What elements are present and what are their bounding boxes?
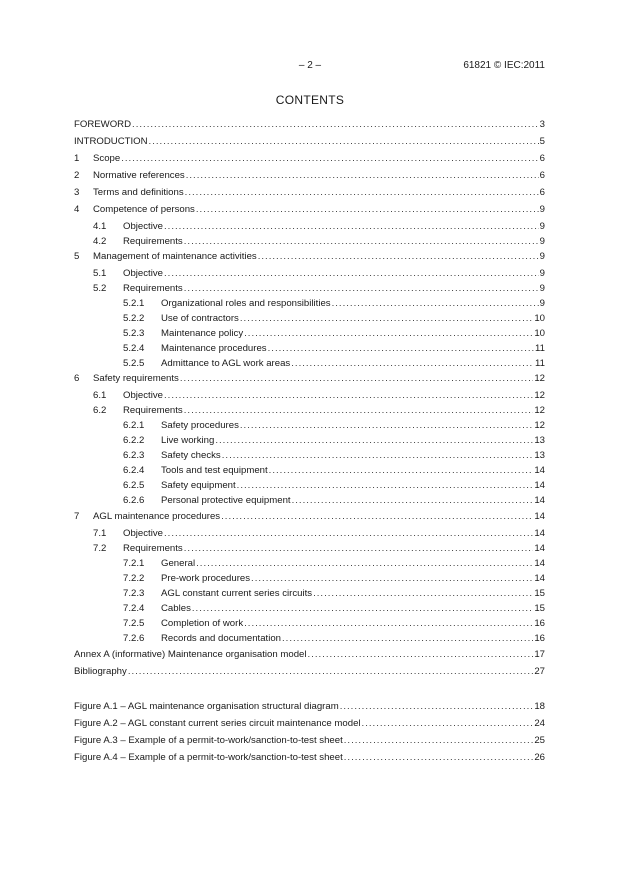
toc-entry-page: 12 (534, 405, 545, 416)
toc-entry-label: Annex A (informative) Maintenance organisation model (74, 649, 307, 660)
page-header (0, 58, 620, 74)
toc-entry[interactable] (74, 526, 545, 541)
toc-entry-page: 11 (535, 358, 545, 369)
toc-entry-label: Safety requirements (93, 373, 179, 384)
figure-entry-page: 25 (534, 735, 545, 746)
toc-entry[interactable] (74, 556, 545, 571)
figure-entry-page: 24 (534, 718, 545, 729)
toc-entry-label: INTRODUCTION (74, 136, 148, 147)
toc-entry-page: 13 (534, 450, 545, 461)
toc-entry[interactable] (74, 509, 545, 524)
toc-entry-label: General (161, 558, 196, 569)
figure-entry-label: Figure A.1 – AGL maintenance organisation structural diagram (74, 701, 339, 712)
toc-entry-page: 9 (539, 298, 545, 309)
toc-entry-label: Safety checks (161, 450, 221, 461)
toc-entry-page: 10 (534, 328, 545, 339)
dot-leader (192, 601, 533, 616)
dot-leader (132, 117, 539, 132)
toc-entry-number: 7.2.5 (123, 618, 145, 629)
toc-entry-label: Objective (123, 268, 163, 279)
toc-entry-number: 7 (74, 511, 80, 522)
toc-entry-number: 5.2.5 (123, 358, 145, 369)
toc-entry-number: 7.2.1 (123, 558, 145, 569)
toc-entry-number: 7.2.6 (123, 633, 145, 644)
toc-entry-number: 4 (74, 204, 80, 215)
toc-entry-number: 7.2.3 (123, 588, 145, 599)
toc-entry-page: 6 (539, 170, 545, 181)
dot-leader (313, 586, 533, 601)
toc-entry-page: 14 (534, 543, 545, 554)
toc-entry[interactable] (74, 151, 545, 166)
toc-entry-label: FOREWORD (74, 119, 132, 130)
toc-entry-number: 6 (74, 373, 80, 384)
dot-leader (184, 234, 539, 249)
toc-entry-number: 2 (74, 170, 80, 181)
figure-entry[interactable] (74, 699, 545, 714)
figure-entry-page: 18 (534, 701, 545, 712)
toc-entry-number: 5.2.1 (123, 298, 145, 309)
dot-leader (128, 664, 534, 679)
toc-entry[interactable] (74, 311, 545, 326)
dot-leader (244, 616, 533, 631)
toc-entry[interactable] (74, 616, 545, 631)
dot-leader (184, 281, 539, 296)
toc-entry[interactable] (74, 168, 545, 183)
toc-entry-page: 16 (534, 633, 545, 644)
dot-leader (121, 151, 538, 166)
toc-entry-number: 4.2 (93, 236, 107, 247)
toc-entry-page: 13 (534, 435, 545, 446)
toc-entry-label: Tools and test equipment (161, 465, 268, 476)
toc-entry[interactable] (74, 185, 545, 200)
dot-leader (196, 202, 539, 217)
toc-entry-label: Completion of work (161, 618, 244, 629)
figure-entry[interactable] (74, 750, 545, 765)
toc-entry-page: 27 (534, 666, 545, 677)
toc-entry-label: Scope (93, 153, 121, 164)
toc-entry-label: Normative references (93, 170, 185, 181)
toc-entry-label: Requirements (123, 405, 183, 416)
dot-leader (222, 448, 534, 463)
toc-entry[interactable] (74, 418, 545, 433)
toc-entry-page: 14 (534, 573, 545, 584)
toc-entry-page: 14 (534, 465, 545, 476)
dot-leader (308, 647, 534, 662)
toc-entry-label: Cables (161, 603, 191, 614)
toc-entry-page: 14 (534, 511, 545, 522)
toc-entry-page: 16 (534, 618, 545, 629)
dot-leader (282, 631, 533, 646)
toc-entry-number: 7.2.2 (123, 573, 145, 584)
dot-leader (196, 556, 533, 571)
toc-entry-page: 14 (534, 558, 545, 569)
dot-leader (291, 356, 534, 371)
toc-entry-number: 5.2 (93, 283, 107, 294)
toc-entry[interactable] (74, 448, 545, 463)
toc-entry-number: 5 (74, 251, 80, 262)
toc-entry[interactable] (74, 356, 545, 371)
toc-entry-number: 7.1 (93, 528, 107, 539)
toc-entry-label: Personal protective equipment (161, 495, 291, 506)
dot-leader (258, 249, 539, 264)
toc-entry-number: 4.1 (93, 221, 107, 232)
toc-entry[interactable] (74, 326, 545, 341)
toc-entry-label: Live working (161, 435, 215, 446)
toc-entry[interactable] (74, 601, 545, 616)
toc-entry[interactable] (74, 631, 545, 646)
toc-entry[interactable] (74, 647, 545, 662)
toc-entry[interactable] (74, 571, 545, 586)
dot-leader (149, 134, 539, 149)
toc-entry-label: AGL constant current series circuits (161, 588, 313, 599)
toc-entry[interactable] (74, 219, 545, 234)
figure-entry[interactable] (74, 716, 545, 731)
toc-entry-page: 15 (534, 603, 545, 614)
toc-entry-number: 5.2.2 (123, 313, 145, 324)
toc-entry[interactable] (74, 478, 545, 493)
toc-entry[interactable] (74, 249, 545, 264)
toc-entry-page: 3 (539, 119, 545, 130)
toc-entry-page: 14 (534, 480, 545, 491)
figure-entry-page: 26 (534, 752, 545, 763)
dot-leader (237, 478, 534, 493)
dot-leader (292, 493, 534, 508)
dot-leader (240, 311, 533, 326)
toc-entry-label: Safety procedures (161, 420, 239, 431)
toc-entry[interactable] (74, 281, 545, 296)
toc-entry[interactable] (74, 586, 545, 601)
figure-entry-label: Figure A.2 – AGL constant current series circuit maintenance model (74, 718, 361, 729)
toc-entry-number: 6.1 (93, 390, 107, 401)
toc-entry-label: Objective (123, 221, 163, 232)
toc-entry-page: 9 (539, 204, 545, 215)
toc-entry[interactable] (74, 388, 545, 403)
toc-entry-page: 14 (534, 528, 545, 539)
dot-leader (164, 388, 533, 403)
toc-entry-page: 14 (534, 495, 545, 506)
toc-entry-label: Maintenance procedures (161, 343, 267, 354)
dot-leader (164, 526, 533, 541)
toc-entry-page: 9 (539, 236, 545, 247)
dot-leader (164, 266, 539, 281)
toc-entry-number: 5.1 (93, 268, 107, 279)
contents-title: CONTENTS (275, 93, 345, 107)
dot-leader (268, 341, 534, 356)
toc-entry-page: 12 (534, 420, 545, 431)
toc-entry-label: Objective (123, 390, 163, 401)
dot-leader (269, 463, 534, 478)
dot-leader (180, 371, 533, 386)
toc-entry-number: 7.2.4 (123, 603, 145, 614)
dot-leader (164, 219, 539, 234)
toc-entry-page: 9 (539, 283, 545, 294)
dot-leader (332, 296, 539, 311)
toc-entry-label: Safety equipment (161, 480, 236, 491)
toc-entry-number: 6.2.5 (123, 480, 145, 491)
toc-entry[interactable] (74, 493, 545, 508)
dot-leader (184, 403, 534, 418)
toc-entry-label: Pre-work procedures (161, 573, 251, 584)
toc-entry[interactable] (74, 117, 545, 132)
toc-entry-page: 9 (539, 251, 545, 262)
toc-entry-page: 10 (534, 313, 545, 324)
toc-entry-label: Requirements (123, 236, 183, 247)
toc-entry-label: Requirements (123, 283, 183, 294)
toc-entry-label: Competence of persons (93, 204, 195, 215)
toc-entry-number: 6.2.3 (123, 450, 145, 461)
toc-entry-label: Records and documentation (161, 633, 281, 644)
toc-entry[interactable] (74, 541, 545, 556)
toc-entry-label: Use of contractors (161, 313, 239, 324)
dot-leader (340, 699, 534, 714)
toc-entry-number: 6.2 (93, 405, 107, 416)
toc-entry-page: 9 (539, 268, 545, 279)
toc-list (74, 117, 545, 679)
dot-leader (221, 509, 533, 524)
toc-entry[interactable] (74, 463, 545, 478)
figure-list (74, 699, 545, 765)
page-number: – 2 – (298, 60, 322, 71)
dot-leader (240, 418, 533, 433)
dot-leader (344, 750, 534, 765)
toc-entry-label: Maintenance policy (161, 328, 244, 339)
toc-entry-page: 6 (539, 153, 545, 164)
toc-entry[interactable] (74, 234, 545, 249)
figure-entry[interactable] (74, 733, 545, 748)
toc-entry-label: Terms and definitions (93, 187, 184, 198)
toc-entry[interactable] (74, 296, 545, 311)
toc-entry-number: 6.2.2 (123, 435, 145, 446)
dot-leader (362, 716, 534, 731)
document-reference: 61821 © IEC:2011 (463, 60, 545, 71)
toc-entry-label: Requirements (123, 543, 183, 554)
toc-entry[interactable] (74, 371, 545, 386)
dot-leader (244, 326, 533, 341)
toc-entry-number: 6.2.1 (123, 420, 145, 431)
toc-entry-number: 5.2.3 (123, 328, 145, 339)
dot-leader (344, 733, 534, 748)
dot-leader (186, 168, 539, 183)
toc-entry-page: 5 (539, 136, 545, 147)
toc-entry-page: 11 (535, 343, 545, 354)
toc-entry-page: 17 (534, 649, 545, 660)
toc-entry-number: 6.2.6 (123, 495, 145, 506)
dot-leader (251, 571, 533, 586)
toc-entry-page: 6 (539, 187, 545, 198)
toc-entry-page: 9 (539, 221, 545, 232)
toc-entry[interactable] (74, 664, 545, 679)
toc-entry[interactable] (74, 134, 545, 149)
dot-leader (185, 185, 539, 200)
toc-entry-label: Management of maintenance activities (93, 251, 257, 262)
toc-entry-label: Admittance to AGL work areas (161, 358, 291, 369)
toc-entry-label: AGL maintenance procedures (93, 511, 221, 522)
toc-entry-number: 6.2.4 (123, 465, 145, 476)
toc-entry-number: 1 (74, 153, 80, 164)
toc-entry-label: Objective (123, 528, 163, 539)
toc-entry-label: Organizational roles and responsibilities (161, 298, 331, 309)
toc-entry-number: 5.2.4 (123, 343, 145, 354)
toc-entry[interactable] (74, 433, 545, 448)
dot-leader (184, 541, 534, 556)
toc-entry-label: Bibliography (74, 666, 127, 677)
toc-entry[interactable] (74, 266, 545, 281)
figure-entry-label: Figure A.3 – Example of a permit-to-work/sanction-to-test sheet (74, 735, 343, 746)
toc-entry-page: 15 (534, 588, 545, 599)
toc-entry-page: 12 (534, 373, 545, 384)
figure-entry-label: Figure A.4 – Example of a permit-to-work/sanction-to-test sheet (74, 752, 343, 763)
toc-entry-number: 7.2 (93, 543, 107, 554)
toc-entry-page: 12 (534, 390, 545, 401)
toc-entry[interactable] (74, 341, 545, 356)
toc-entry[interactable] (74, 403, 545, 418)
dot-leader (215, 433, 533, 448)
toc-entry[interactable] (74, 202, 545, 217)
toc-entry-number: 3 (74, 187, 80, 198)
